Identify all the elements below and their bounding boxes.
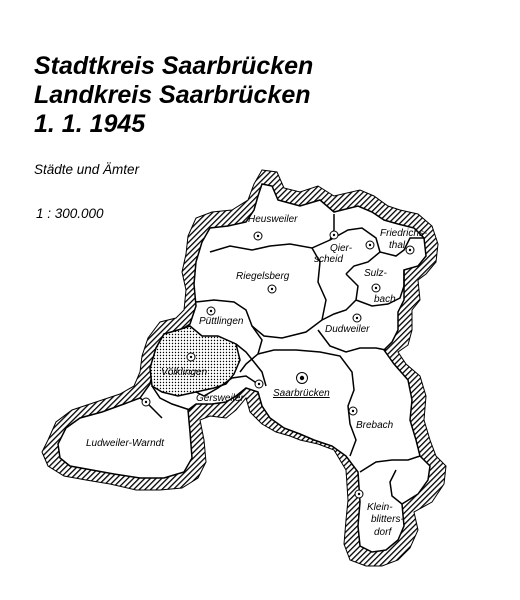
label-sulzbach-2: bach <box>374 294 396 305</box>
label-kleinblittersdorf-1: Klein- <box>367 502 393 513</box>
town-marker-riegelsberg <box>268 285 276 293</box>
label-dudweiler: Dudweiler <box>325 324 370 335</box>
label-heusweiler: Heusweiler <box>248 214 298 225</box>
label-brebach: Brebach <box>356 420 394 431</box>
town-marker-ludweiler <box>142 398 150 406</box>
town-marker-kleinblittersdorf <box>355 490 363 498</box>
territory <box>58 184 430 552</box>
town-marker-sulzbach <box>372 284 380 292</box>
label-gersweiler: Gersweiler <box>196 393 244 404</box>
label-voelklingen: Völklingen <box>161 367 208 378</box>
label-kleinblittersdorf-3: dorf <box>374 527 392 538</box>
map-subtitle: Städte und Ämter <box>34 162 140 177</box>
label-quierscheid-2: scheid <box>314 254 343 265</box>
label-friedrichsthal-2: thal <box>389 240 406 251</box>
town-marker-puettlingen <box>207 307 215 315</box>
title-line-3: 1. 1. 1945 <box>34 110 146 138</box>
label-friedrichsthal-1: Friedrichs- <box>380 228 428 239</box>
label-puettlingen: Püttlingen <box>199 316 244 327</box>
town-marker-quierscheid <box>330 231 338 239</box>
label-sulzbach-1: Sulz- <box>364 268 387 279</box>
label-kleinblittersdorf-2: blitters- <box>371 514 404 525</box>
town-marker-quierscheid-2 <box>366 241 374 249</box>
title-line-1: Stadtkreis Saarbrücken <box>34 52 314 80</box>
label-riegelsberg: Riegelsberg <box>236 271 290 282</box>
town-marker-saarbruecken <box>297 373 308 384</box>
map-scale: 1 : 300.000 <box>36 206 104 221</box>
town-marker-friedrichsthal <box>406 246 414 254</box>
town-marker-heusweiler <box>254 232 262 240</box>
town-marker-gersweiler <box>255 380 263 388</box>
label-saarbruecken: Saarbrücken <box>273 388 330 399</box>
title-line-2: Landkreis Saarbrücken <box>34 81 311 109</box>
town-marker-voelklingen <box>187 353 195 361</box>
town-marker-brebach <box>349 407 357 415</box>
label-ludweiler-warndt: Ludweiler-Warndt <box>86 438 165 449</box>
label-quierscheid-1: Qier- <box>330 243 353 254</box>
town-marker-dudweiler <box>353 314 361 322</box>
